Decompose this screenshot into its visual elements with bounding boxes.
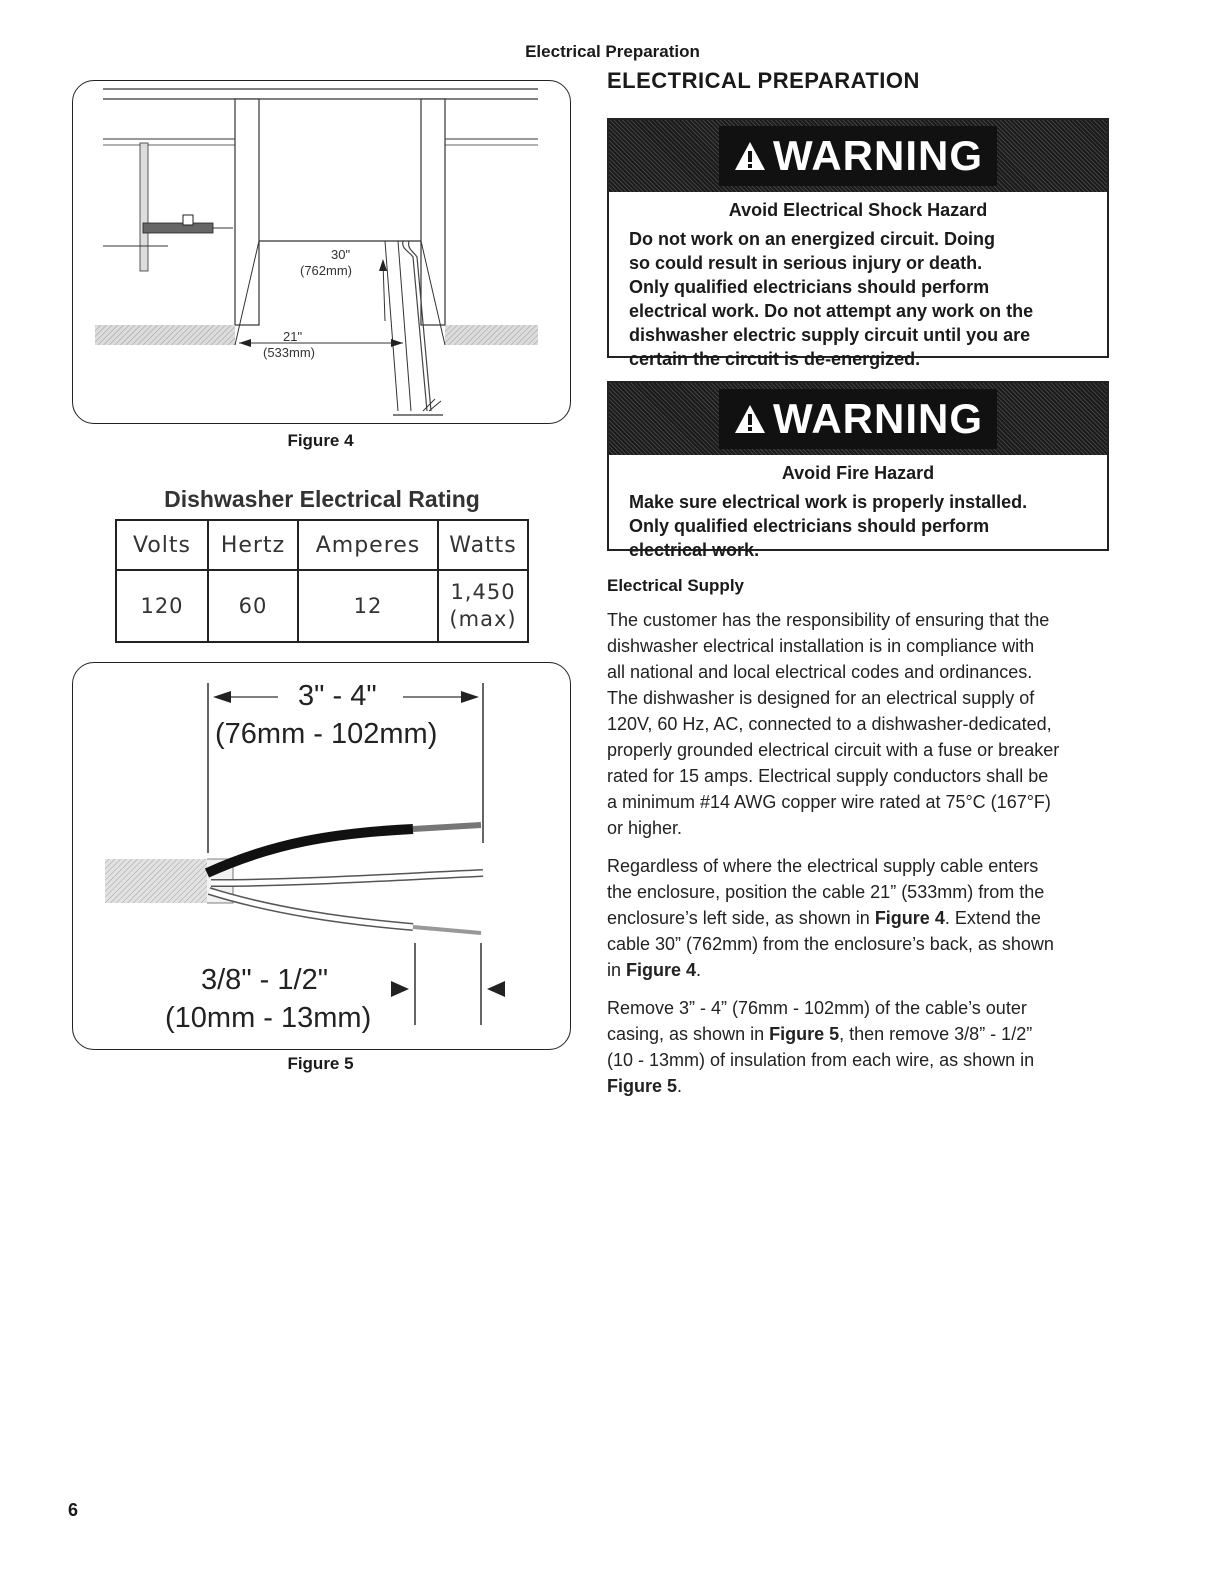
warning-word: WARNING: [773, 395, 983, 442]
rating-table-title: Dishwasher Electrical Rating: [164, 486, 480, 512]
cell-amperes: 12: [298, 570, 438, 642]
warning-line: Only qualified electricians should perform: [629, 516, 990, 536]
paragraph-line: properly grounded electrical circuit with a fuse or breaker: [607, 740, 1060, 760]
cell-watts-value: 1,450: [450, 580, 516, 604]
page-title: ELECTRICAL PREPARATION: [607, 68, 920, 93]
warning-text: [609, 484, 1107, 562]
warning-line: certain the circuit is de-energized.: [629, 349, 921, 369]
depth-inches-label: 30": [331, 247, 351, 262]
figure-4-caption: Figure 4: [287, 431, 354, 450]
cell-watts: [438, 570, 528, 642]
column-header-volts: Volts: [116, 520, 208, 570]
cell-hertz: 60: [208, 570, 298, 642]
side-inches-label: 21": [283, 329, 303, 344]
running-header: Electrical Preparation: [525, 42, 700, 61]
supply-paragraph-1: [607, 607, 1107, 841]
text-run: .: [696, 960, 702, 980]
warning-triangle-icon: [733, 403, 767, 435]
warning-line: dishwasher electric supply circuit until you are: [629, 325, 1031, 345]
table-header-row: [116, 520, 528, 570]
paragraph-line: cable 30” (762mm) from the enclosure’s back, as shown: [607, 934, 1054, 954]
strip-casing-mm-label: (76mm - 102mm): [215, 718, 438, 750]
text-run: casing, as shown in: [607, 1024, 770, 1044]
text-run: .: [677, 1076, 683, 1096]
strip-insulation-inches-label: 3/8" - 1/2": [201, 964, 328, 996]
page-number: 6: [68, 1500, 79, 1520]
paragraph-line: all national and local electrical codes and ordinances.: [607, 662, 1033, 682]
paragraph-line: (10 - 13mm) of insulation from each wire, as shown in: [607, 1050, 1035, 1070]
fire-hazard-warning-box: [607, 381, 1109, 560]
figure-4-reference: Figure 4: [874, 908, 945, 928]
text-run: in: [607, 960, 627, 980]
paragraph-line: 120V, 60 Hz, AC, connected to a dishwasher-dedicated,: [607, 714, 1052, 734]
text-run: , then remove 3/8” - 1/2”: [839, 1024, 1033, 1044]
supply-paragraph-3: [607, 995, 1107, 1099]
warning-line: so could result in serious injury or death.: [629, 253, 983, 273]
figure-5-reference: Figure 5: [769, 1024, 840, 1044]
paragraph-line: a minimum #14 AWG copper wire rated at 75°C (167°F): [607, 792, 1051, 812]
paragraph-line: rated for 15 amps. Electrical supply conductors shall be: [607, 766, 1049, 786]
warning-banner: [609, 120, 1107, 192]
shock-hazard-warning-box: [607, 118, 1109, 369]
warning-line: electrical work.: [629, 540, 760, 560]
column-header-amperes: Amperes: [298, 520, 438, 570]
warning-line: Only qualified electricians should perform: [629, 277, 990, 297]
warning-text: [609, 221, 1107, 371]
figure-4-reference: Figure 4: [626, 960, 697, 980]
warning-subtitle: Avoid Fire Hazard: [781, 463, 935, 483]
warning-line: electrical work. Do not attempt any work on the: [629, 301, 1034, 321]
figure-5-caption: Figure 5: [287, 1054, 354, 1073]
text-run: . Extend the: [944, 908, 1041, 928]
paragraph-line: [607, 1021, 1107, 1047]
paragraph-line: [607, 957, 1107, 983]
paragraph-line: or higher.: [607, 818, 683, 838]
column-header-hertz: Hertz: [208, 520, 298, 570]
warning-banner: [609, 383, 1107, 455]
cell-volts: 120: [116, 570, 208, 642]
figure-4-drawing: [73, 81, 570, 423]
paragraph-line: Regardless of where the electrical supply cable enters: [607, 856, 1039, 876]
warning-line: Make sure electrical work is properly installed.: [629, 492, 1028, 512]
column-header-watts: Watts: [438, 520, 528, 570]
figure-5-reference: Figure 5: [607, 1076, 678, 1096]
text-run: enclosure’s left side, as shown in: [607, 908, 875, 928]
depth-mm-label: (762mm): [300, 263, 353, 278]
paragraph-line: [607, 1073, 1107, 1099]
warning-line: Do not work on an energized circuit. Doing: [629, 229, 996, 249]
strip-insulation-mm-label: (10mm - 13mm): [165, 1002, 372, 1034]
electrical-rating-table: [115, 519, 529, 643]
paragraph-line: dishwasher electrical installation is in compliance with: [607, 636, 1035, 656]
paragraph-line: The customer has the responsibility of ensuring that the: [607, 610, 1050, 630]
figure-5-drawing: [73, 663, 570, 1049]
warning-triangle-icon: [733, 140, 767, 172]
strip-casing-inches-label: 3" - 4": [298, 680, 377, 712]
paragraph-line: Remove 3” - 4” (76mm - 102mm) of the cable’s outer: [607, 998, 1027, 1018]
warning-subtitle: Avoid Electrical Shock Hazard: [728, 200, 988, 220]
paragraph-line: The dishwasher is designed for an electrical supply of: [607, 688, 1035, 708]
table-row: [116, 570, 528, 642]
electrical-supply-heading: Electrical Supply: [607, 576, 744, 595]
side-mm-label: (533mm): [263, 345, 316, 360]
cell-watts-note: (max): [449, 607, 517, 631]
paragraph-line: the enclosure, position the cable 21” (533mm) from the: [607, 882, 1045, 902]
warning-word: WARNING: [773, 132, 983, 179]
figure-5-illustration: [72, 662, 571, 1050]
supply-paragraph-2: [607, 853, 1107, 983]
figure-4-illustration: [72, 80, 571, 424]
paragraph-line: [607, 905, 1107, 931]
